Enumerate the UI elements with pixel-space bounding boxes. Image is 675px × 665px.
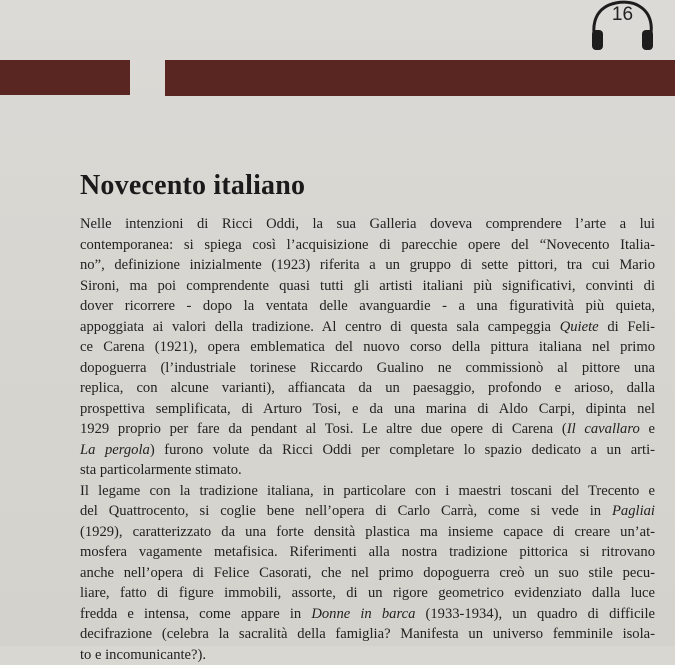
artwork-title: Pagliai — [612, 503, 655, 519]
text-segment: ce Carena (1921), opera emblematica del nuovo corso della pittura italiana nel primo — [80, 339, 655, 355]
artwork-title: Quiete — [560, 319, 599, 335]
section-title: Novecento italiano — [80, 170, 305, 202]
paragraph-1 — [80, 214, 655, 481]
text-segment: ) furono volute da Ricci Oddi per completare lo spazio dedicato a un arti- — [150, 442, 655, 458]
text-line — [80, 522, 655, 543]
audio-guide-badge — [585, 0, 660, 56]
text-segment: (1929), caratterizzato da una forte densità plastica ma insieme capace di creare un’at- — [80, 524, 655, 540]
text-segment: Nelle intenzioni di Ricci Oddi, la sua Galleria doveva comprendere l’arte a lui — [80, 216, 655, 232]
text-segment: to e incomunicante?). — [80, 647, 206, 663]
text-segment: fredda e intensa, come appare in — [80, 606, 311, 622]
text-line — [80, 542, 655, 563]
text-line — [80, 235, 655, 256]
artwork-title: Il cavallaro — [567, 421, 640, 437]
text-segment: e — [640, 421, 655, 437]
artwork-title: Donne in barca — [311, 606, 415, 622]
text-segment: mosfera vagamente metafisica. Riferimenti alla nostra tradizione pittorica si ritrovano — [80, 544, 655, 560]
text-segment: sta particolarmente stimato. — [80, 462, 242, 478]
text-line — [80, 399, 655, 420]
text-line — [80, 255, 655, 276]
text-segment: dopoguerra (l’industriale torinese Riccardo Gualino ne commissionò al pittore una — [80, 360, 655, 376]
text-line — [80, 604, 655, 625]
text-line — [80, 419, 655, 440]
text-segment: no”, definizione inizialmente (1923) riferita a un gruppo di sette pittori, tra cui Mario — [80, 257, 655, 273]
body-text — [80, 214, 655, 665]
text-segment: appoggiata ai valori della tradizione. Al centro di questa sala campeggia — [80, 319, 560, 335]
text-line — [80, 481, 655, 502]
text-line — [80, 501, 655, 522]
text-segment: decifrazione (celebra la sacralità della famiglia? Manifesta un universo femminile isola- — [80, 626, 655, 642]
text-line — [80, 214, 655, 235]
text-line — [80, 563, 655, 584]
text-line — [80, 276, 655, 297]
text-segment: 1929 proprio per fare da pendant al Tosi. Le altre due opere di Carena ( — [80, 421, 567, 437]
text-line — [80, 358, 655, 379]
text-line — [80, 440, 655, 461]
text-segment: anche nell’opera di Felice Casorati, che nel primo dopoguerra creò un suo stile pecu- — [80, 565, 655, 581]
text-segment: prospettiva semplificata, di Arturo Tosi, e da una marina di Aldo Carpi, dipinta nel — [80, 401, 655, 417]
text-line — [80, 337, 655, 358]
text-segment: contemporanea: si spiega così l’acquisizione di parecchie opere del “Novecento Italia- — [80, 237, 655, 253]
text-line — [80, 645, 655, 665]
text-segment: liare, fatto di figure immobili, assorte, di un rigore geometrico evidenziato dalla luce — [80, 585, 655, 601]
text-segment: del Quattrocento, si coglie bene nell’opera di Carlo Carrà, come si vede in — [80, 503, 612, 519]
paragraph-2 — [80, 481, 655, 665]
decorative-band-right — [165, 60, 675, 96]
text-segment: (1933-1934), un quadro di difficile — [415, 606, 655, 622]
text-segment: replica, con alcune varianti), affiancata da un paesaggio, profondo e arioso, dalla — [80, 380, 655, 396]
artwork-title: La pergola — [80, 442, 150, 458]
decorative-band-left — [0, 60, 130, 95]
text-line — [80, 460, 655, 481]
text-segment: Sironi, ma poi comprendente quasi tutti gli artisti italiani più significativi, convinti di — [80, 278, 655, 294]
text-segment: dover ricorrere - dopo la ventata delle avanguardie - a una figuratività più quieta, — [80, 298, 655, 314]
text-segment: Il legame con la tradizione italiana, in particolare con i maestri toscani del Trecento e — [80, 483, 655, 499]
text-line — [80, 317, 655, 338]
text-segment: di Feli- — [599, 319, 655, 335]
audio-guide-number: 16 — [585, 4, 660, 26]
text-line — [80, 296, 655, 317]
text-line — [80, 583, 655, 604]
text-line — [80, 378, 655, 399]
text-line — [80, 624, 655, 645]
